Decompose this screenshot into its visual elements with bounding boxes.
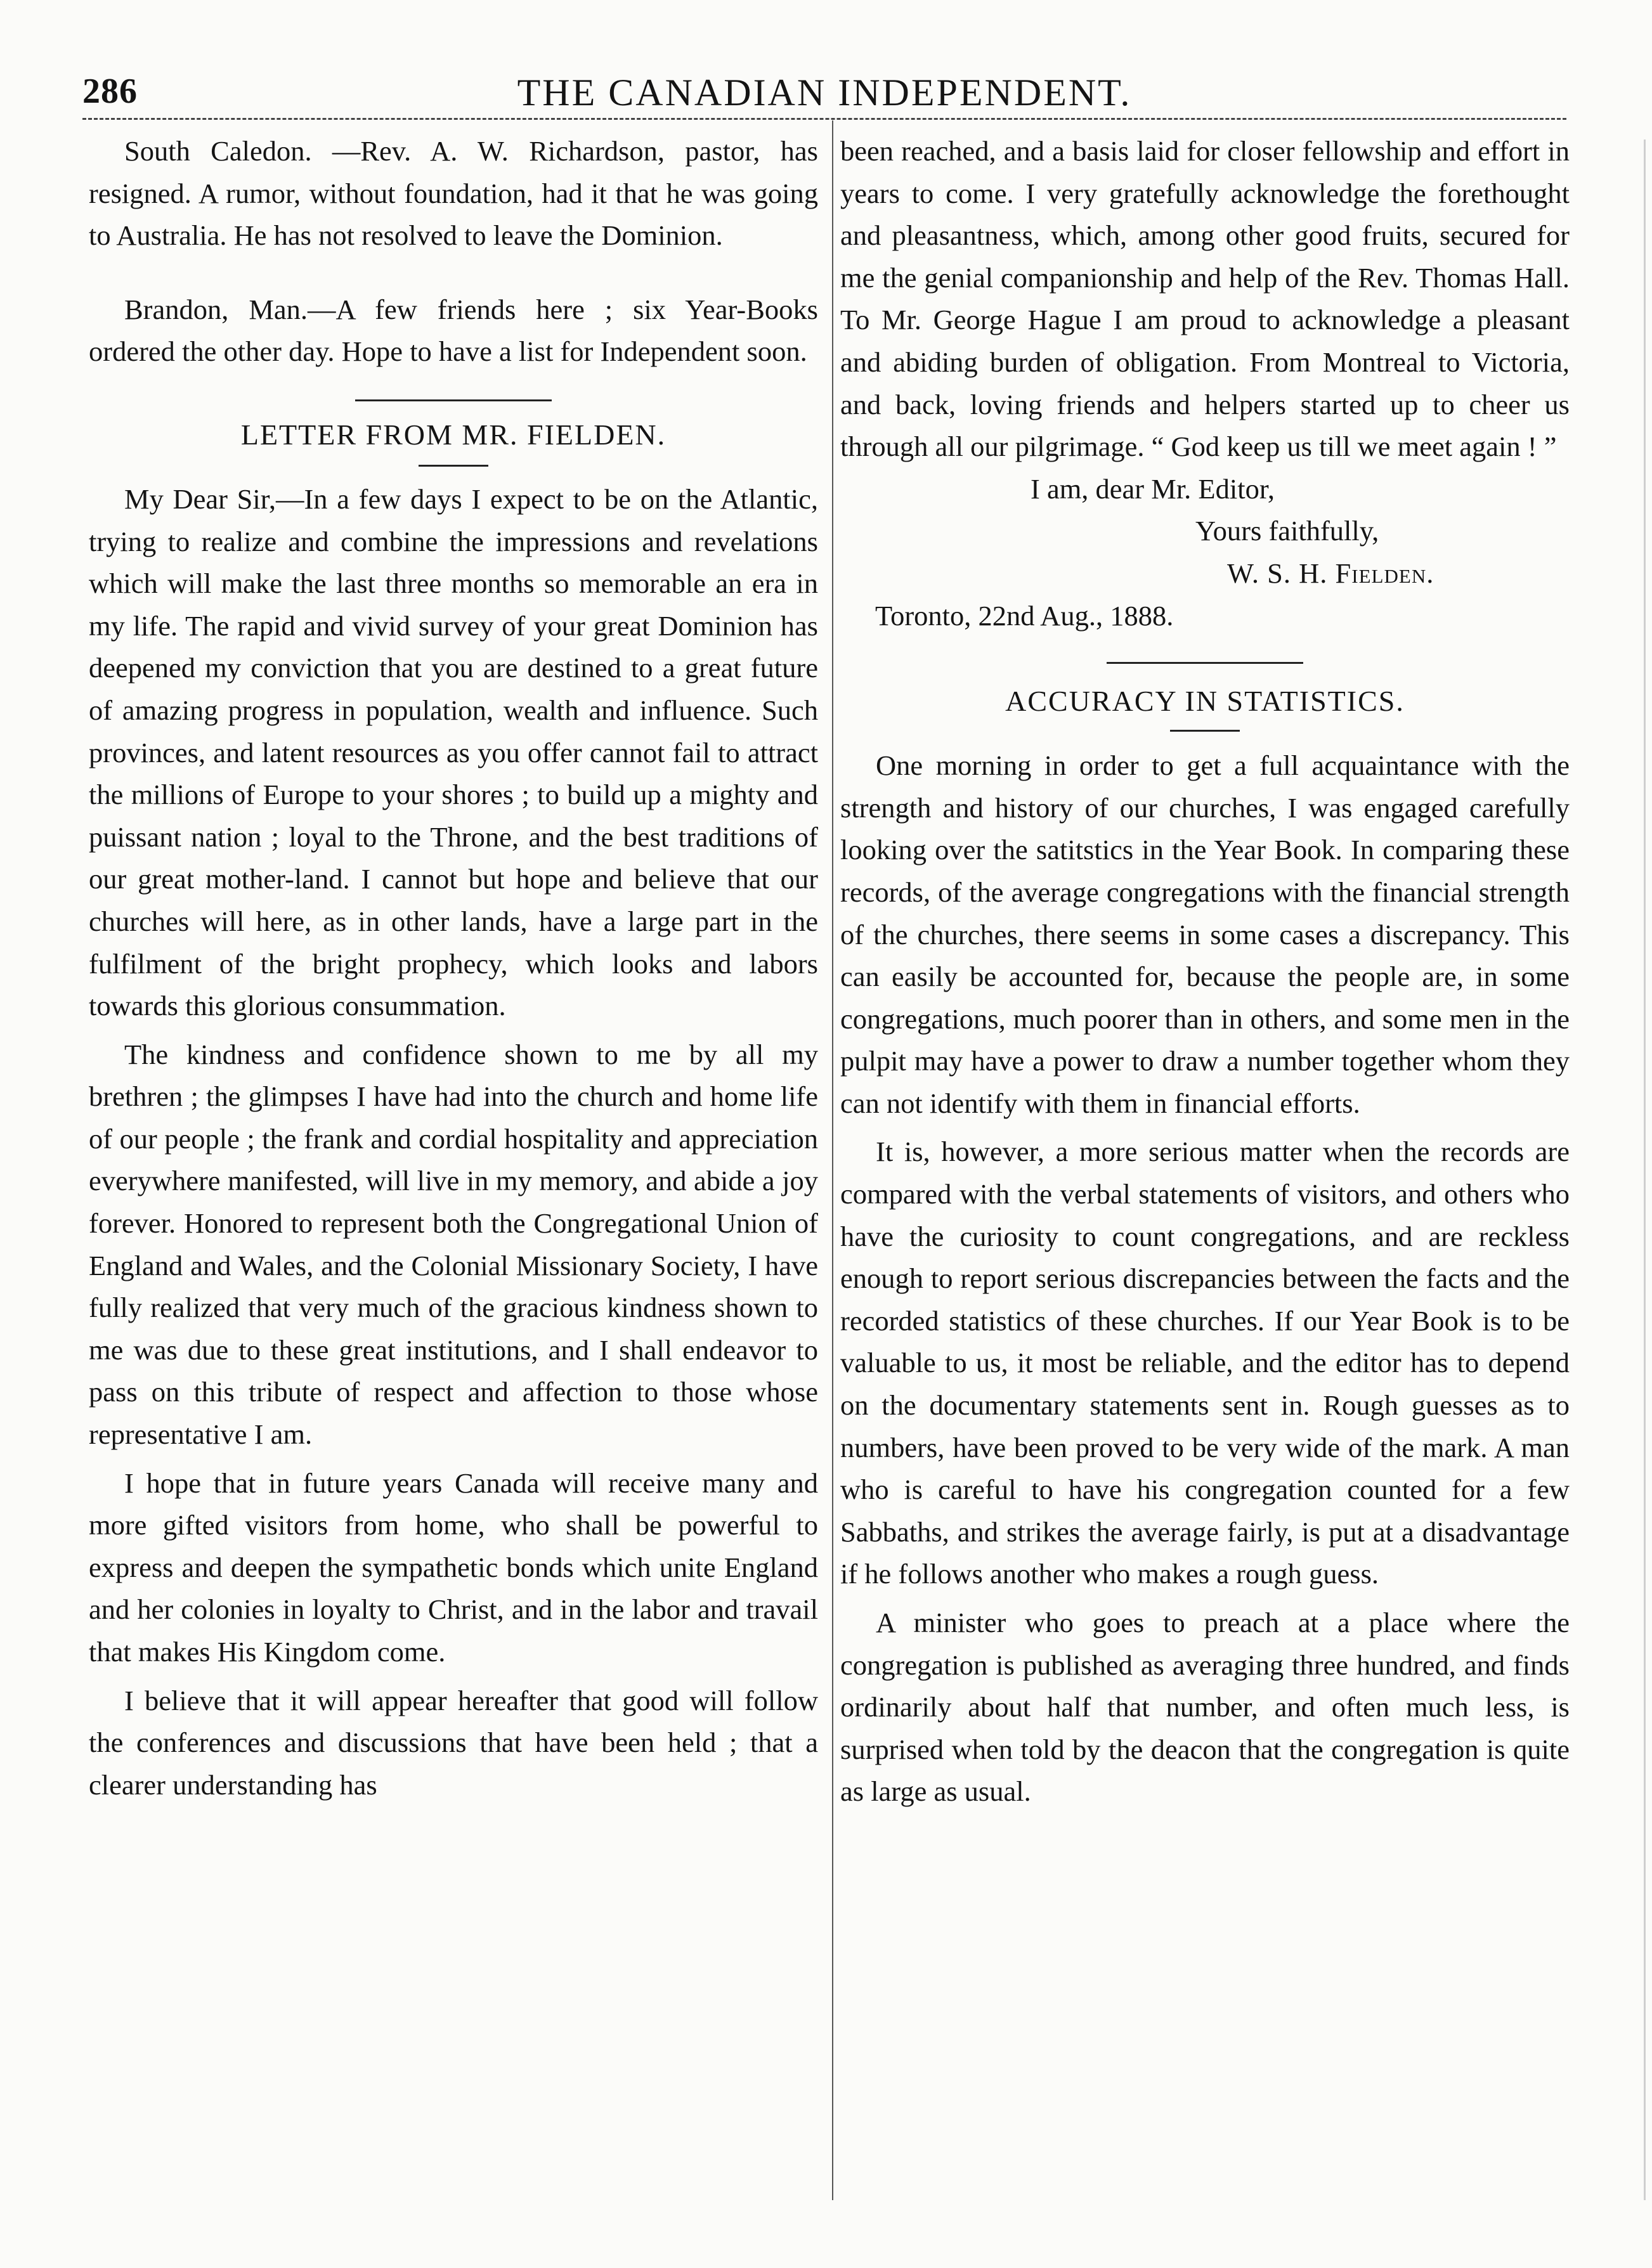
statistics-heading: ACCURACY IN STATISTICS. — [1005, 685, 1405, 718]
column-divider — [832, 120, 833, 2200]
left-column — [89, 130, 818, 1806]
page-number: 286 — [82, 72, 138, 111]
page-edge — [1644, 139, 1646, 2200]
signature: W. S. H. Fielden. — [1227, 557, 1434, 589]
statistics-paragraph: A minister who goes to preach at a place where the congregation is published as averaging three hundred, and finds ordinarily about half that number, and often much less, is surprised when told by the deacon that the congregation is quite as large as usual. — [840, 1607, 1570, 1808]
statistics-paragraph: It is, however, a more serious matter when the records are compared with the verbal statements of visitors, and others who have the curiosity to count congregations, and are reckless enough to report serious discrepancies between the facts and the recorded statistics of these churches. If our Year Book is to be valuable to us, it most be reliable, and the editor has to depend on the documentary statements sent in. Rough guesses as to numbers, have been proved to be very wide of the mark. A man who is careful to have his congregation counted for a few Sabbaths, and strikes the average fairly, is put at a disadvantage if he follows another who makes a rough guess. — [840, 1136, 1570, 1590]
right-column — [840, 130, 1570, 1813]
header-rule — [82, 118, 1566, 120]
page-header — [82, 71, 1566, 115]
letter-paragraph: The kindness and confidence shown to me by all my brethren ; the glimpses I have had into the church and home life of our people ; the frank and cordial hospitality and appreciation everywhere manifested, will live in my memory, and abide a joy forever. Honored to represent both the Congregational Union of England and Wales, and the Colonial Missionary Society, I have fully realized that very much of the gracious kindness shown to me was due to these great institutions, and I shall endeavor to pass on this tribute of respect and affection to those whose representative I am. — [89, 1038, 818, 1451]
letter-paragraph-continued: been reached, and a basis laid for closer fellowship and effort in years to come. I very gratefully acknowledge the forethought and pleasantness, which, among other good fruits, secured for me the genial companionship and help of the Rev. Thomas Hall. To Mr. George Hague I am proud to acknowledge a pleasant and abiding burden of obligation. From Montreal to Victoria, and back, loving friends and helpers started up to cheer us through all our pilgrimage. “ God keep us till we meet again ! ” — [840, 135, 1570, 463]
letter-closing — [840, 468, 1570, 637]
letter-paragraph: I hope that in future years Canada will receive many and more gifted visitors from home, who shall be powerful to express and deepen the sympathetic bonds which unite England and her colonies in loyalty to Christ, and in the labor and travail that makes His Kingdom come. — [89, 1467, 818, 1668]
letter-heading: LETTER FROM MR. FIELDEN. — [240, 418, 667, 451]
letter-paragraph: I believe that it will appear hereafter that good will follow the conferences and discussions that have been held ; that a clearer understanding has — [89, 1684, 818, 1801]
news-brandon: Brandon, Man.—A few friends here ; six Year-Books ordered the other day. Hope to have a list for Independent soon. — [89, 293, 818, 368]
closing-salutation: I am, dear Mr. Editor, — [1031, 472, 1275, 505]
dateline: Toronto, 22nd Aug., 1888. — [875, 599, 1174, 632]
statistics-paragraph: One morning in order to get a full acquaintance with the strength and history of our churches, I was engaged carefully looking over the satitstics in the Year Book. In comparing these records, of the average congregations with the financial strength of the churches, there seems in some cases a discrepancy. This can easily be accounted for, because the people are, in some congregations, much poorer than in others, and some men in the pulpit may have a power to draw a number together whom they can not identify with them in financial efforts. — [840, 749, 1570, 1119]
news-south-caledon: South Caledon. —Rev. A. W. Richardson, pastor, has resigned. A rumor, without foundation, had it that he was going to Australia. He has not resolved to leave the Dominion. — [89, 135, 818, 252]
letter-paragraph: My Dear Sir,—In a few days I expect to be on the Atlantic, trying to realize and combine the impressions and revelations which will make the last three months so memorable an era in my life. The rapid and vivid survey of your great Dominion has deepened my conviction that you are destined to a great future of amazing progress in population, wealth and influence. Such provinces, and latent resources as you offer cannot fail to attract the millions of Europe to your shores ; to build up a mighty and puissant nation ; loyal to the Throne, and the best traditions of our great mother-land. I cannot but hope and believe that our churches will here, as in other lands, have a large part in the fulfilment of the bright prophecy, which looks and labors towards this glorious consummation. — [89, 483, 818, 1022]
closing-faithfully: Yours faithfully, — [1195, 515, 1379, 547]
journal-title: THE CANADIAN INDEPENDENT. — [517, 72, 1132, 113]
